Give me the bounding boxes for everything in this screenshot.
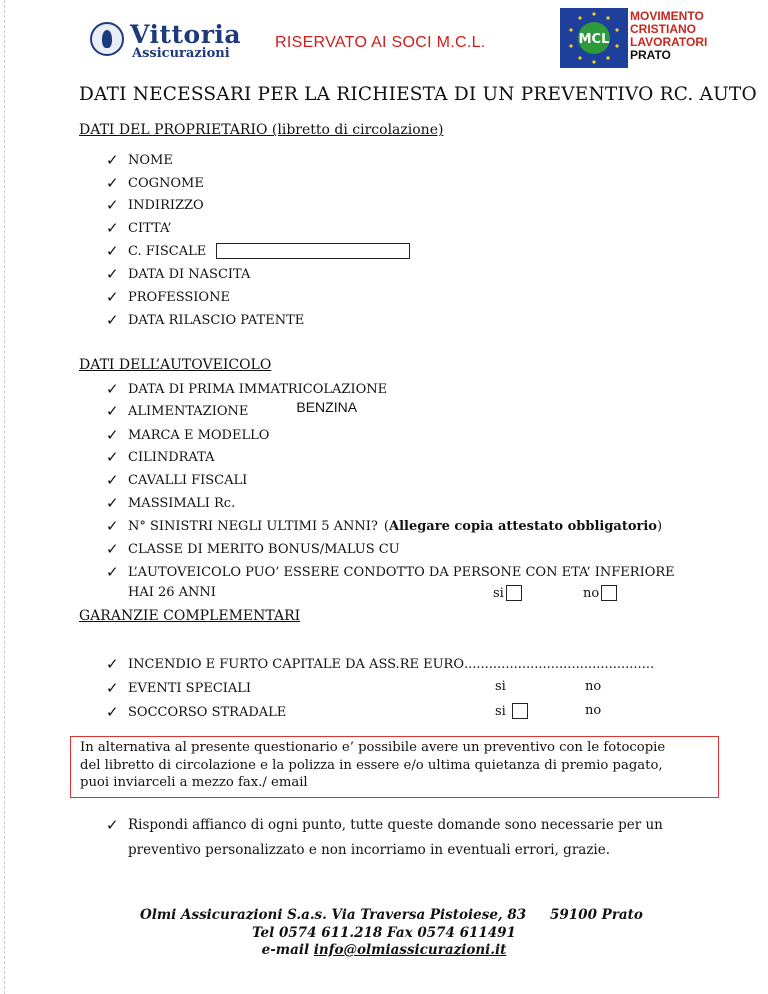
brand-sub: Assicurazioni <box>132 46 230 61</box>
owner-item-label: DATA RILASCIO PATENTE <box>128 312 305 328</box>
age-si-label: si <box>493 585 504 601</box>
owner-item-cognome <box>106 174 204 192</box>
vehicle-item-label: DATA DI PRIMA IMMATRICOLAZIONE <box>128 381 388 397</box>
owner-section-title: DATI DEL PROPRIETARIO (libretto di circolazione) <box>79 122 444 138</box>
notice-line-1: In alternativa al presente questionario e’ possibile avere un preventivo con le fotocopie <box>80 740 666 755</box>
check-icon: ✓ <box>106 563 119 581</box>
check-icon: ✓ <box>106 517 119 535</box>
check-icon: ✓ <box>106 151 119 169</box>
check-icon: ✓ <box>106 540 119 558</box>
owner-item-label: C. FISCALE <box>128 243 207 259</box>
owner-item-label: DATA DI NASCITA <box>128 266 251 282</box>
check-icon: ✓ <box>106 380 119 398</box>
vehicle-item-massimali <box>106 494 235 512</box>
eventi-si-option[interactable]: si <box>495 679 506 694</box>
vehicle-item-immatricolazione <box>106 380 387 398</box>
vehicle-item-eta <box>106 563 675 581</box>
extras-item-label: EVENTI SPECIALI <box>128 680 252 696</box>
soccorso-si-checkbox[interactable] <box>512 703 528 719</box>
check-icon: ✓ <box>106 494 119 512</box>
check-icon: ✓ <box>106 816 119 834</box>
owner-item-indirizzo <box>106 196 204 214</box>
sinistri-note-close: ) <box>656 518 663 534</box>
vehicle-item-label: CLASSE DI MERITO BONUS/MALUS CU <box>128 541 400 557</box>
extras-item-label: SOCCORSO STRADALE <box>128 704 287 720</box>
footnote-text-1: Rispondi affianco di ogni punto, tutte queste domande sono necessarie per un <box>128 817 663 833</box>
incendio-amount-field[interactable]: .............................................. <box>464 656 655 672</box>
check-icon: ✓ <box>106 288 119 306</box>
vehicle-item-label: CILINDRATA <box>128 449 215 465</box>
company-address: Olmi Assicurazioni S.a.s. Via Traversa Pistoiese, 83 <box>140 907 527 923</box>
company-phone: Tel 0574 611.218 Fax 0574 611491 <box>252 925 516 941</box>
check-icon: ✓ <box>106 196 119 214</box>
eventi-no-option[interactable]: no <box>585 679 602 694</box>
extras-item-incendio <box>106 655 654 673</box>
extras-section-title: GARANZIE COMPLEMENTARI <box>79 608 301 624</box>
vehicle-item-label: L’AUTOVEICOLO PUO’ ESSERE CONDOTTO DA PERSONE CON ETA’ INFERIORE <box>128 564 675 580</box>
footnote-line-1 <box>106 816 663 834</box>
company-email-line <box>0 942 768 958</box>
vittoria-emblem-icon <box>90 22 124 56</box>
vehicle-item-label: CAVALLI FISCALI <box>128 472 248 488</box>
age-no-option[interactable] <box>583 585 617 601</box>
mcl-line-2: CRISTIANO <box>630 22 696 36</box>
age-si-checkbox[interactable] <box>506 585 522 601</box>
mcl-line-1: MOVIMENTO <box>630 9 704 23</box>
vehicle-section-title: DATI DELL’AUTOVEICOLO <box>79 357 272 373</box>
check-icon: ✓ <box>106 242 119 260</box>
reserved-notice: RISERVATO AI SOCI M.C.L. <box>275 34 486 51</box>
soccorso-si-option[interactable] <box>495 703 528 719</box>
check-icon: ✓ <box>106 703 119 721</box>
vehicle-item-label: MASSIMALI Rc. <box>128 495 236 511</box>
owner-item-label: CITTA’ <box>128 220 172 236</box>
notice-line-3: puoi inviarceli a mezzo fax./ email <box>80 775 308 790</box>
mcl-line-4: PRATO <box>630 48 671 62</box>
vehicle-item-classe-merito <box>106 540 400 558</box>
brand-name: Vittoria <box>130 20 242 49</box>
vehicle-item-label: ALIMENTAZIONE <box>128 403 249 419</box>
codice-fiscale-field[interactable] <box>216 243 410 259</box>
vehicle-item-cilindrata <box>106 448 214 466</box>
notice-box <box>70 736 719 798</box>
company-city: 59100 Prato <box>550 907 643 923</box>
check-icon: ✓ <box>106 448 119 466</box>
check-icon: ✓ <box>106 265 119 283</box>
check-icon: ✓ <box>106 311 119 329</box>
owner-item-codice-fiscale <box>106 242 410 260</box>
owner-item-label: PROFESSIONE <box>128 289 230 305</box>
extras-item-label: INCENDIO E FURTO CAPITALE DA ASS.RE EURO <box>128 656 464 672</box>
age-line: HAI 26 ANNI <box>128 585 216 600</box>
vehicle-item-sinistri <box>106 517 662 535</box>
footnote-line-2: preventivo personalizzato e non incorriamo in eventuali errori, grazie. <box>128 842 611 858</box>
check-icon: ✓ <box>106 402 119 420</box>
age-no-checkbox[interactable] <box>601 585 617 601</box>
sinistri-note: Allegare copia attestato obbligatorio <box>388 518 657 534</box>
owner-item-data-nascita <box>106 265 250 283</box>
check-icon: ✓ <box>106 174 119 192</box>
soccorso-si-label: si <box>495 703 506 719</box>
notice-line-2: del libretto di circolazione e la polizza in essere e/o ultima quietanza di premio pagato, <box>80 757 663 773</box>
owner-item-nome <box>106 151 173 169</box>
check-icon: ✓ <box>106 655 119 673</box>
soccorso-no-option[interactable]: no <box>585 703 602 718</box>
email-label: e-mail <box>261 942 314 958</box>
extras-item-soccorso <box>106 703 286 721</box>
scan-edge <box>4 0 6 994</box>
mcl-line-3: LAVORATORI <box>630 35 708 49</box>
owner-item-label: NOME <box>128 152 173 168</box>
mcl-text <box>630 10 707 62</box>
vehicle-item-marca <box>106 426 269 444</box>
vehicle-item-alimentazione <box>106 399 358 420</box>
owner-item-label: COGNOME <box>128 175 204 191</box>
sinistri-note-open: ( <box>383 518 389 534</box>
check-icon: ✓ <box>106 471 119 489</box>
check-icon: ✓ <box>106 219 119 237</box>
check-icon: ✓ <box>106 426 119 444</box>
company-email-link[interactable]: info@olmiassicurazioni.it <box>313 942 507 958</box>
mcl-logo-icon <box>560 8 628 68</box>
mcl-logo-letters: MCL <box>578 32 610 47</box>
age-no-label: no <box>583 585 600 601</box>
alimentazione-value: BENZINA <box>296 399 358 415</box>
owner-item-professione <box>106 288 230 306</box>
check-icon: ✓ <box>106 679 119 697</box>
page-title: DATI NECESSARI PER LA RICHIESTA DI UN PREVENTIVO RC. AUTO <box>79 84 757 105</box>
owner-item-data-patente <box>106 311 304 329</box>
owner-item-label: INDIRIZZO <box>128 197 204 213</box>
vittoria-logo <box>90 22 260 62</box>
extras-item-eventi <box>106 679 251 697</box>
age-si-option[interactable] <box>493 585 522 601</box>
vehicle-item-cavalli <box>106 471 247 489</box>
vehicle-item-label: MARCA E MODELLO <box>128 427 270 443</box>
vehicle-item-label: N° SINISTRI NEGLI ULTIMI 5 ANNI? <box>128 518 378 534</box>
owner-item-citta <box>106 219 172 237</box>
